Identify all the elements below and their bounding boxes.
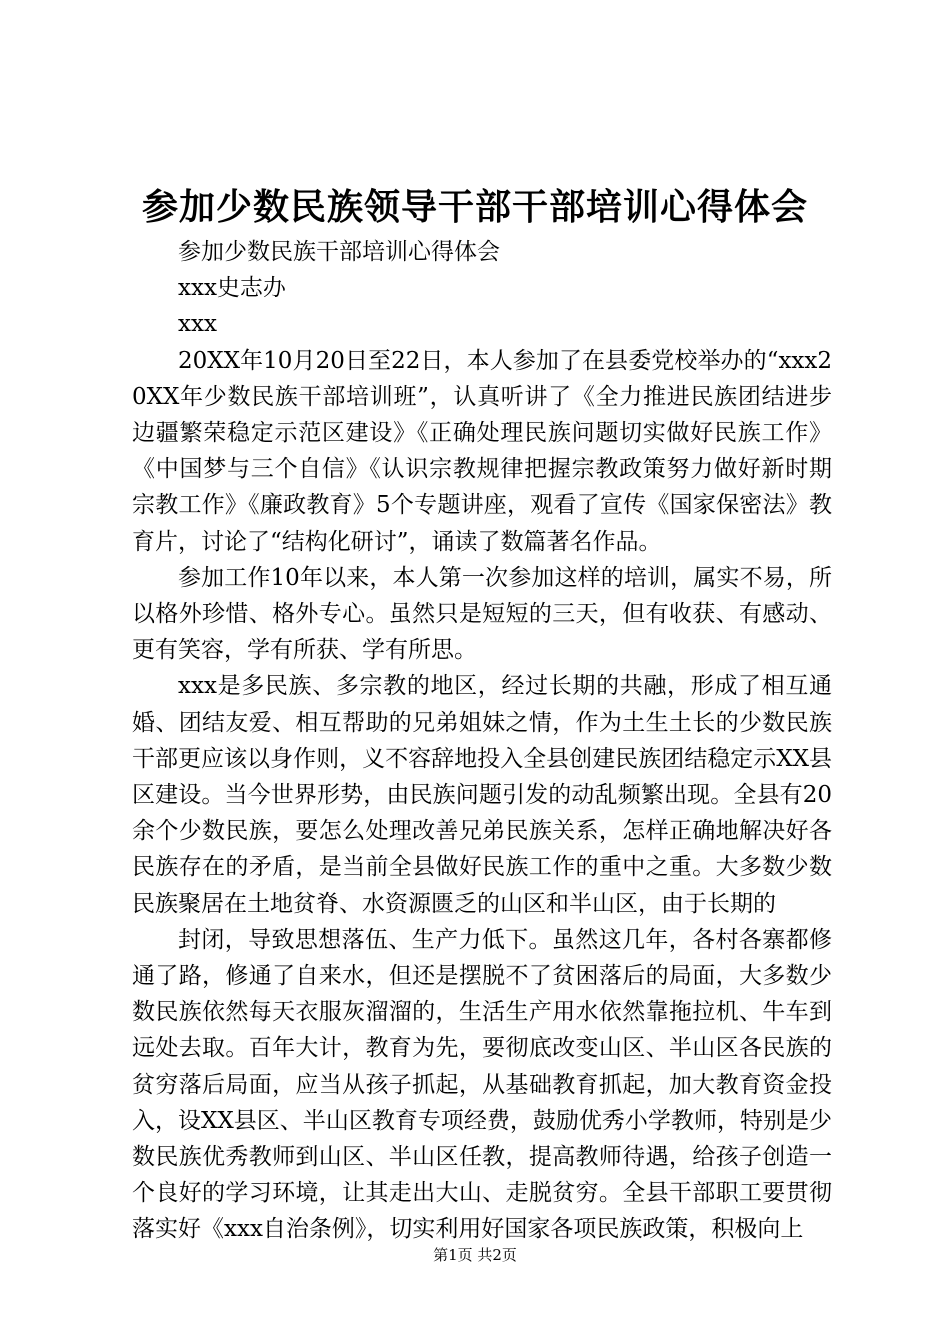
author-name: xxx [178, 311, 217, 338]
document-body [132, 234, 832, 1248]
document-subtitle: 参加少数民族干部培训心得体会 [178, 239, 500, 265]
page-number: 第1页 共2页 [433, 1246, 517, 1264]
body-paragraph: 封闭，导致思想落伍、生产力低下。虽然这几年，各村各寨都修通了路，修通了自来水，但还是摆脱不了贫困落后的局面，大多数少数民族依然每天衣服灰溜溜的，生活生产用水依然靠拖拉机、牛车到远处去取。百年大计，教育为先，要彻底改变山区、半山区各民族的贫穷落后局面，应当从孩子抓起，从基础教育抓起，加大教育资金投入，设XX县区、半山区教育专项经费，鼓励优秀小学教师，特别是少数民族优秀教师到山区、半山区任教，提高教师待遇，给孩子创造一个良好的学习环境，让其走出大山、走脱贫穷。全县干部职工要贯彻落实好《xxx自治条例》，切实利用好国家各项民族政策，积极向上 [132, 926, 832, 1243]
body-paragraph: xxx是多民族、多宗教的地区，经过长期的共融，形成了相互通婚、团结友爱、相互帮助的兄弟姐妹之情，作为土生土长的少数民族干部更应该以身作则，义不容辞地投入全县创建民族团结稳定示XX县区建设。当今世界形势，由民族问题引发的动乱频繁出现。全县有20余个少数民族，要怎么处理改善兄弟民族关系，怎样正确地解决好各民族存在的矛盾，是当前全县做好民族工作的重中之重。大多数少数民族聚居在土地贫脊、水资源匮乏的山区和半山区，由于长期的 [132, 673, 832, 917]
body-paragraph: 20XX年10月20日至22日，本人参加了在县委党校举办的“xxx20XX年少数民族干部培训班”，认真听讲了《全力推进民族团结进步边疆繁荣稳定示范区建设》《正确处理民族问题切实做好民族工作》《中国梦与三个自信》《认识宗教规律把握宗教政策努力做好新时期宗教工作》《廉政教育》5个专题讲座，观看了宣传《国家保密法》教育片，讨论了“结构化研讨”，诵读了数篇著名作品。 [132, 347, 832, 555]
document-title: 参加少数民族领导干部干部培训心得体会 [141, 187, 808, 228]
page-footer [0, 1243, 950, 1267]
body-paragraph: 参加工作10年以来，本人第一次参加这样的培训，属实不易，所以格外珍惜、格外专心。虽然只是短短的三天，但有收获、有感动、更有笑容，学有所获、学有所思。 [132, 564, 832, 664]
author-unit: xxx史志办 [178, 275, 286, 302]
